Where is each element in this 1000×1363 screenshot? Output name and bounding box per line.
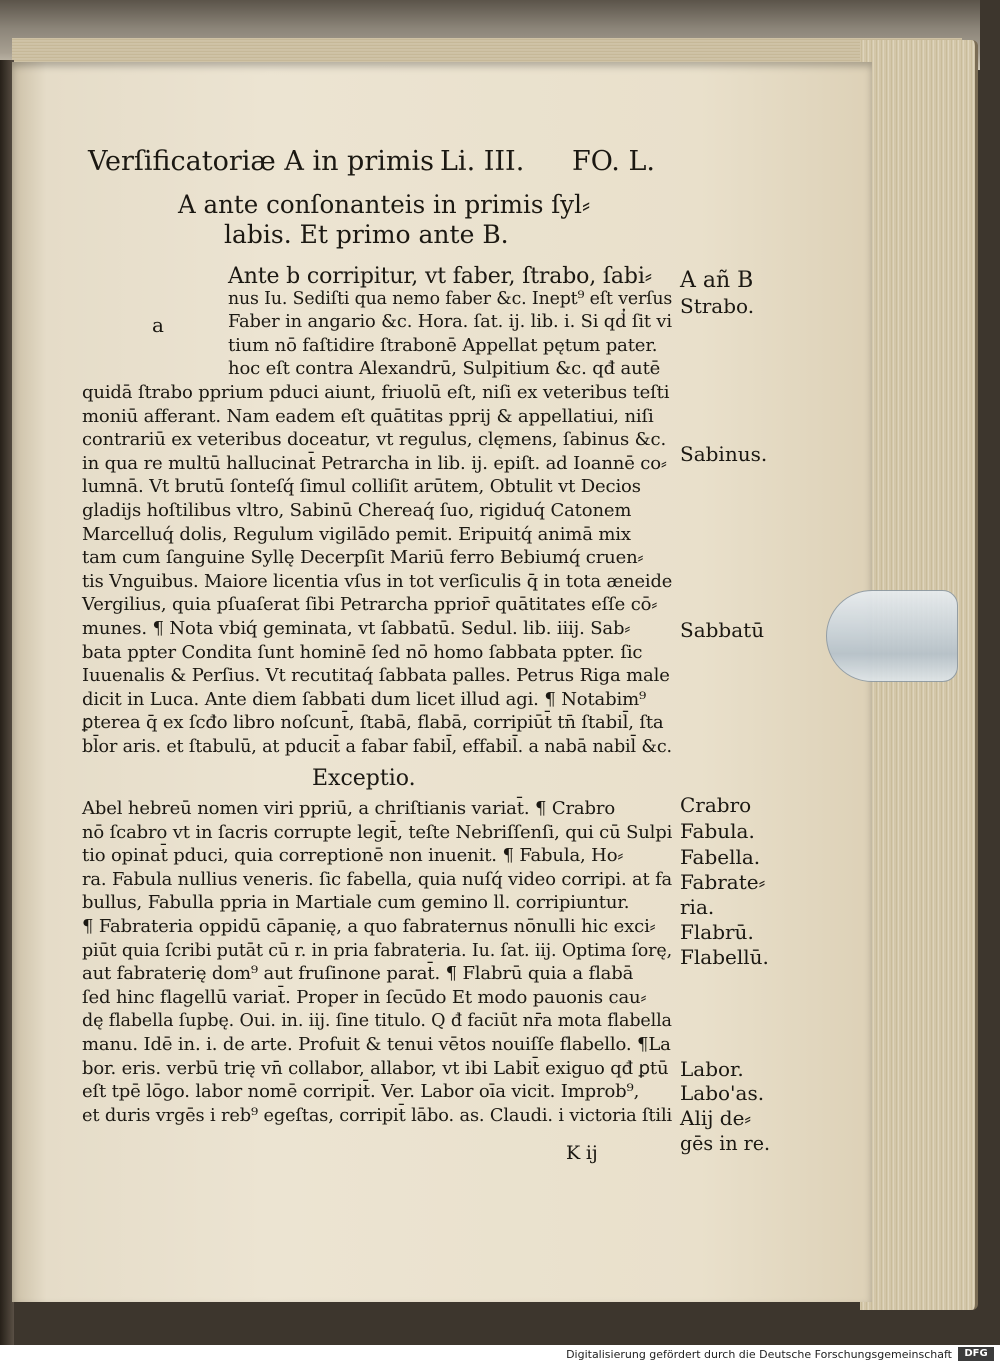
text-line: Abel hebreū nomen viri ppriū, a chriſtianis variat̄. ¶ Crabro [82, 798, 616, 819]
text-line: quidā ſtrabo pprium pduci aiunt, friuolū eſt, niſi ex veteribus teſti [82, 382, 670, 403]
margin-note: Fabrate⸗ [680, 870, 766, 894]
text-line: ꝑterea q̄ ex ſcđo libro noſcunt̄, ſtabā, flabā, corripiūt̄ tn̄ ſtabil̄, ſta [82, 712, 664, 734]
footer-credit: Digitalisierung gefördert durch die Deutsche Forschungsgemeinschaft [566, 1348, 952, 1361]
text-line: contrariū ex veteribus doceatur, vt regulus, clęmens, ſabinus &c. [82, 429, 667, 451]
text-line: in qua re multū hallucinat̄ Petrarcha in lib. ij. epiſt. ad Ioannē co⸗ [82, 452, 667, 474]
text-line: tam cum ſanguine Syllę Decerpſit Mariū ferro Bebiumq́ cruen⸗ [82, 547, 644, 569]
text-line: Faber in angario &c. Hora. ſat. ij. lib. i. Si qd̓ ſit vi [228, 311, 672, 333]
text-line: Marcelluq́ dolis, Regulum vigilādo pemit. Eripuitq́ animā mix [82, 523, 631, 545]
text-line: Ante b corripitur, vt faber, ſtrabo, ſabi⸗ [228, 264, 652, 289]
margin-note: Labor. [680, 1057, 744, 1081]
text-line: bl̄or aris. et ſtabulū, at pducit̄ a fabar fabil̄, effabil̄. a nabā nabil̄ &c. [82, 736, 672, 757]
text-line: nō ſcabro vt in ſacris corrupte legit̄, teſte Nebriſſenſi, qui cū Sulpi [82, 821, 673, 843]
folio-number: FO. L. [572, 146, 655, 177]
marginal-mark: a [152, 313, 164, 337]
margin-note: Crabro [680, 793, 752, 817]
section-title-line: A ante conſonanteis in primis ſyl⸗ [178, 190, 591, 219]
text-line: ra. Fabula nullius veneris. ſic fabella, quia nuſq́ video corripi. at fa [82, 868, 673, 890]
running-head-left: Verſificatoriæ A in primis [88, 146, 434, 177]
margin-note: Flabrū. [680, 920, 754, 944]
text-line: tis Vnguibus. Maiore licentia vſus in tot verſiculis q̄ in tota æneide [82, 570, 673, 592]
text-line: moniū afferant. Nam eadem eſt quātitas pprij & appellatiui, niſi [82, 405, 654, 427]
text-line: tio opinat̄ pduci, quia correptionē non inuenit. ¶ Fabula, Ho⸗ [82, 845, 624, 867]
margin-note: Fabella. [680, 845, 761, 869]
text-line: bata ppter Condita ſunt hominē ſed nō homo ſabbata ppter. ſic [82, 641, 643, 663]
section-title-line: labis. Et primo ante B. [224, 220, 509, 249]
exceptio-heading: Exceptio. [312, 766, 416, 791]
text-line: tium nō faſtidire ſtrabonē Appellat pętum pater. [228, 334, 658, 356]
text-line: bor. eris. verbū trię vn̄ collabor, allabor, vt ibi Labit̄ exiguo qđ ꝑtū [82, 1057, 669, 1079]
signature-mark: K ij [566, 1142, 598, 1164]
running-head-book: Li. III. [440, 146, 525, 177]
margin-note: Strabo. [680, 294, 755, 318]
text-line: ſed hinc flagellū variat̄. Proper in ſecūdo Et modo pauonis cau⸗ [82, 986, 647, 1008]
text-line: hoc eſt contra Alexandrū, Sulpitium &c. qđ autē [228, 358, 661, 380]
text-line: piūt quia ſcribi putāt cū r. in pria fabrateria. Iu. ſat. iij. Optima ſorę, [82, 939, 673, 961]
margin-note: Sabbatū [680, 618, 765, 642]
margin-note: Alij de⸗ [680, 1106, 752, 1130]
text-line: dę flabella ſupbę. Oui. in. iij. ſine titulo. Q đ faciūt nr̄a mota flabella [82, 1010, 672, 1032]
text-line: ¶ Fabrateria oppidū cāpanię, a quo fabraternus nōnulli hic exci⸗ [82, 916, 656, 937]
margin-note: Sabinus. [680, 442, 768, 466]
text-line: aut fabraterię dom⁹ aut fruſinone parat̄. ¶ Flabrū quia a flabā [82, 963, 634, 985]
text-line: manu. Idē in. i. de arte. Profuit & tenui vētos nouiſſe flabello. ¶La [82, 1034, 671, 1055]
text-line: dicit in Luca. Ante diem ſabbati dum licet illud agi. ¶ Notabim⁹ [82, 688, 647, 710]
text-line: Iuuenalis & Perſius. Vt recutitaq́ ſabbata palles. Petrus Riga male [82, 665, 670, 687]
margin-note: ria. [680, 895, 715, 919]
text-line: lumnā. Vt brutū ſonteſq́ ſimul colliſit arūtem, Obtulit vt Decios [82, 476, 641, 498]
text-line: gladijs hoſtilibus vltro, Sabinū Chereaq́ ſuo, rigiduq́ Catonem [82, 500, 632, 521]
text-line: nus Iu. Sediſti qua nemo faber &c. Inept⁹ eſt verſus [228, 287, 673, 309]
text-line: eſt tpē lōgo. labor nomē corripit̄. Ver. Labor oīa vicit. Improb⁹, [82, 1081, 640, 1103]
text-line: Vergilius, quia pſuaſerat ſibi Petrarcha pprior̄ quātitates eſſe cō⸗ [82, 594, 658, 616]
text-line: bullus, Fabulla ppria in Martiale cum gemino ll. corripiuntur. [82, 892, 630, 914]
page-clip [826, 590, 958, 682]
margin-note: Labo'as. [680, 1081, 765, 1105]
dfg-logo: DFG [958, 1347, 994, 1361]
text-line: munes. ¶ Nota vbiq́ geminata, vt ſabbatū. Sedul. lib. iiij. Sab⸗ [82, 618, 631, 639]
margin-note: Fabula. [680, 819, 755, 843]
text-line: et duris vrgēs i reb⁹ egeſtas, corripit̄ lābo. as. Claudi. i victoria ſtili [82, 1104, 673, 1126]
margin-note: Flabellū. [680, 945, 769, 969]
margin-note: A añ B [680, 268, 754, 293]
margin-note: gēs in re. [680, 1131, 771, 1155]
